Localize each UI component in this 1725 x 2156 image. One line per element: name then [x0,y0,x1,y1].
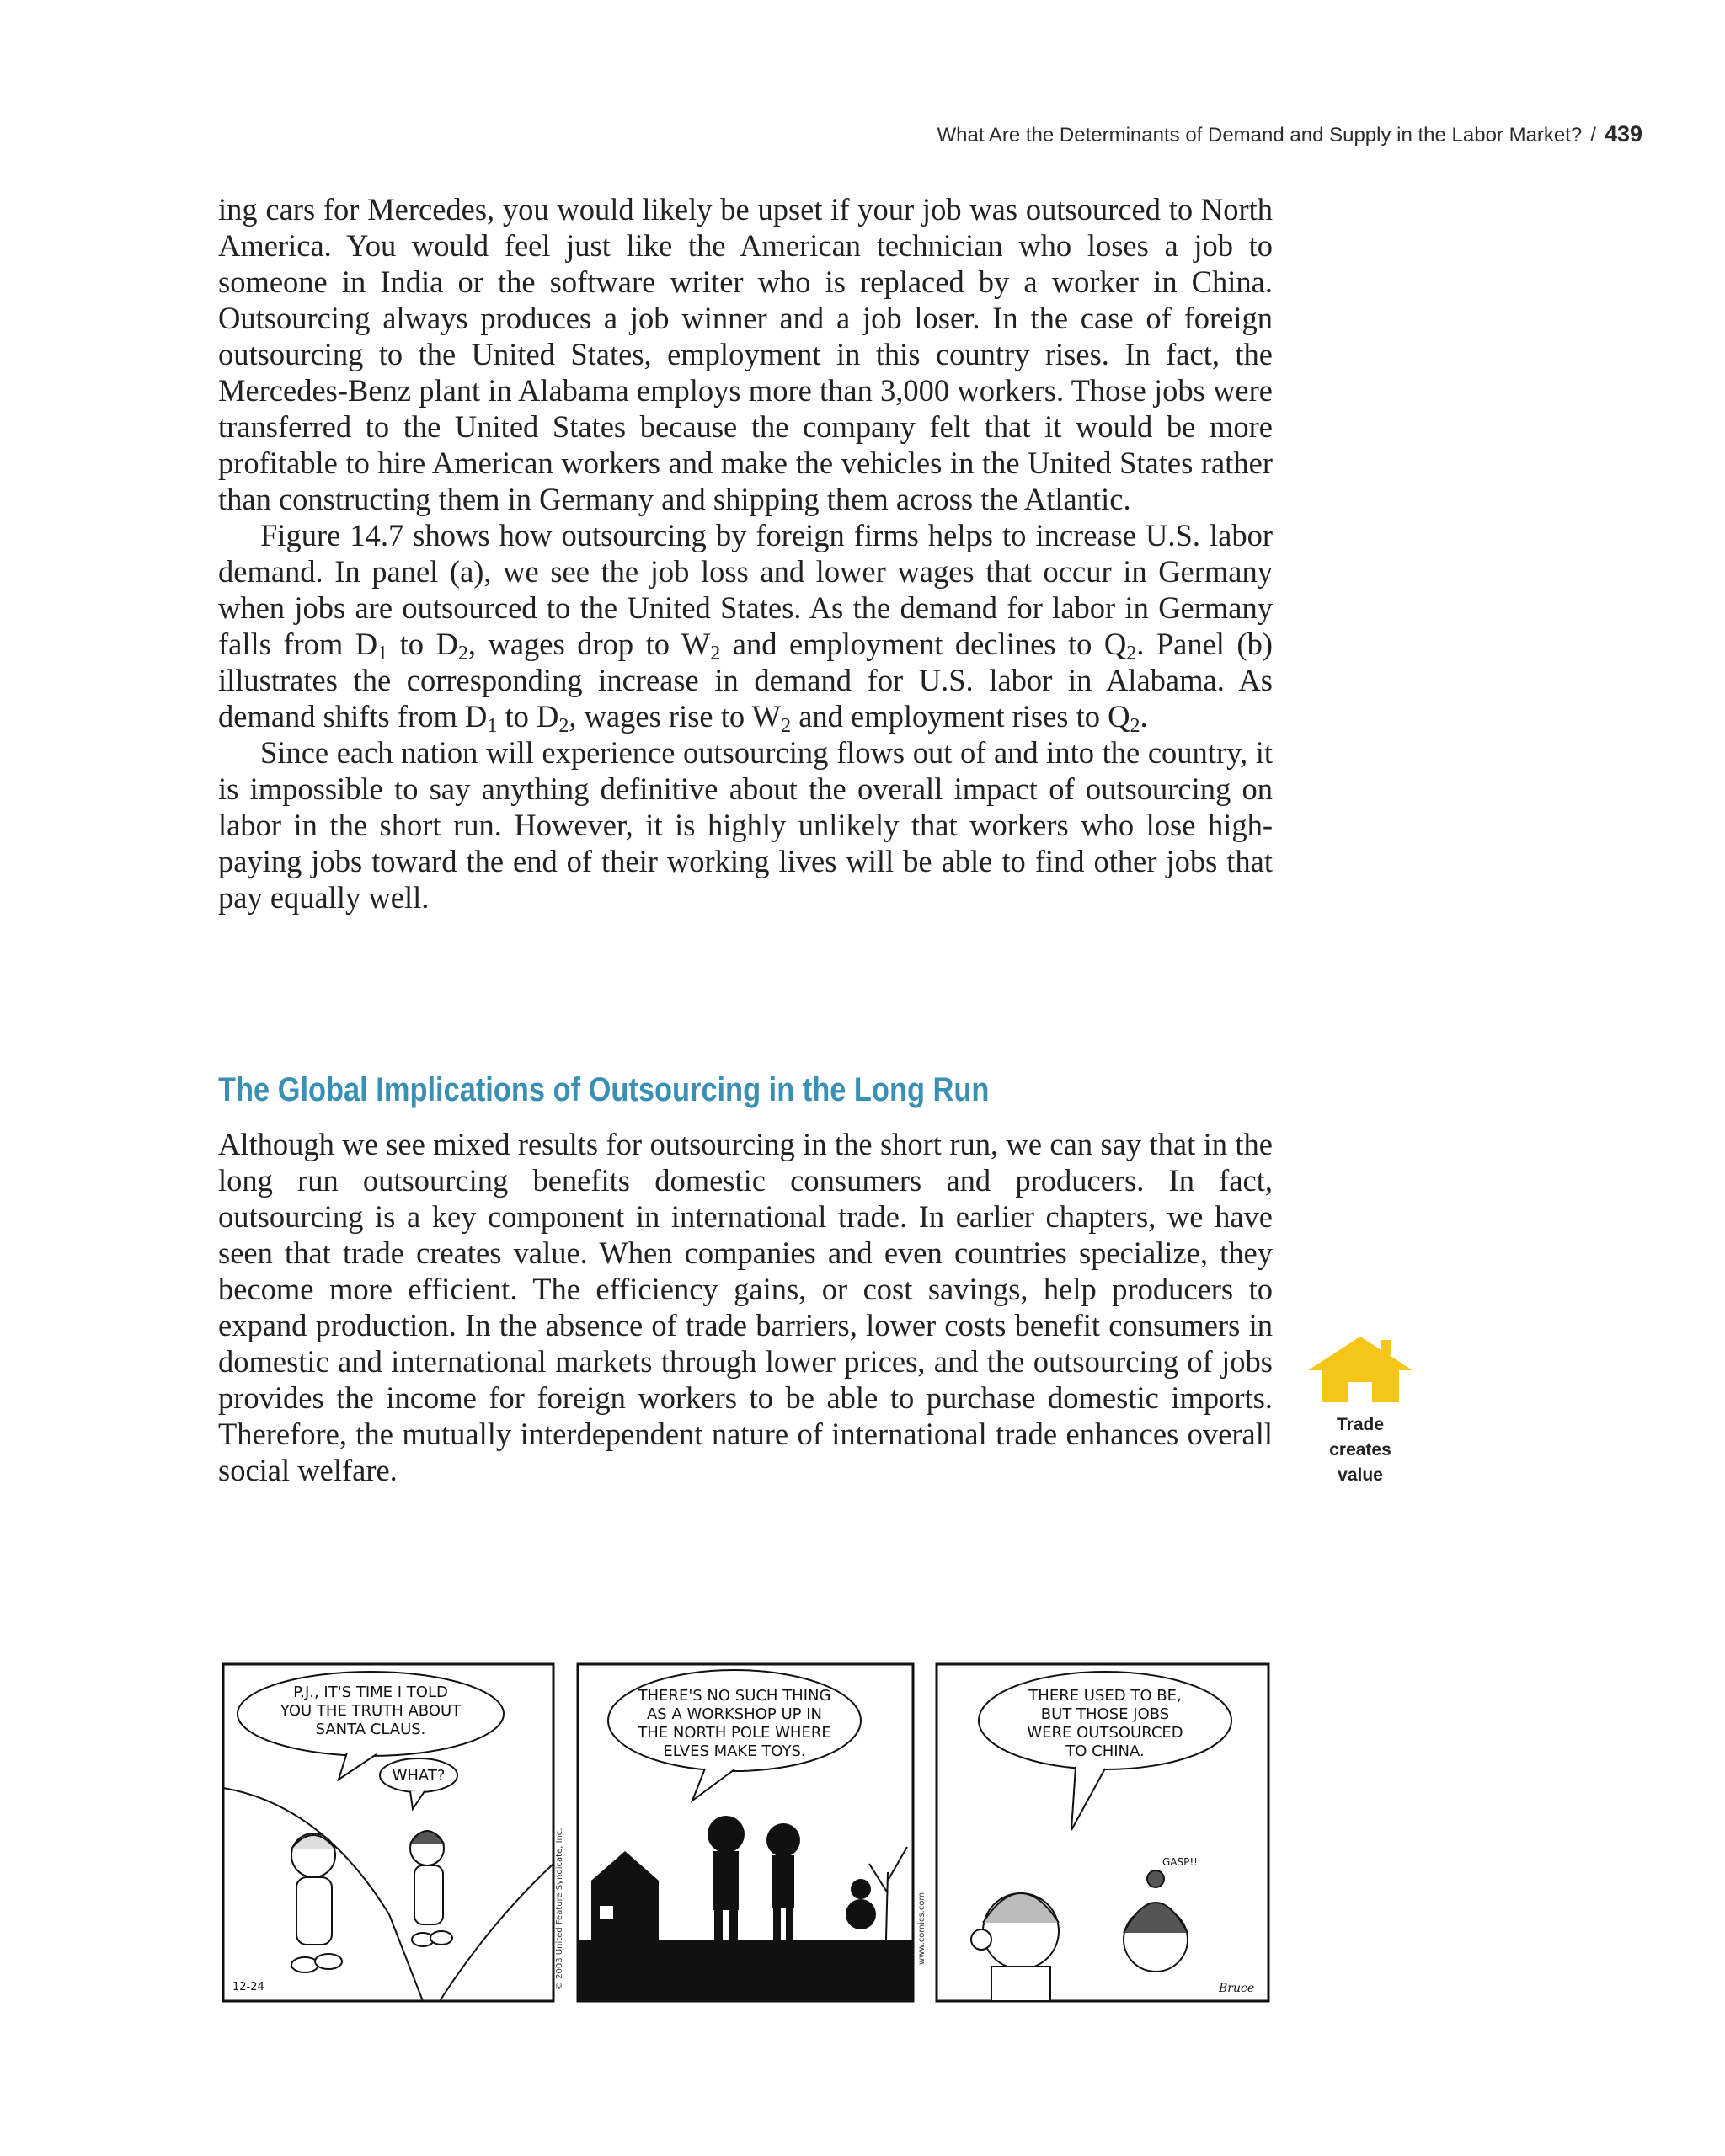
paragraph-2 [218,517,1273,737]
comic-sound-effect: GASP!! [1162,1856,1198,1868]
comic-website: www.comics.com [917,1892,927,1965]
bubble-line: SANTA CLAUS. [315,1721,426,1738]
text-run: . Panel (b) illustrates the corresponding increase in demand for U.S. labor in Alabama. As demand shifts from D [218,627,1273,734]
margin-note-label: Trade creates value [1329,1415,1391,1485]
text-run: Figure 14.7 shows how outsourcing by foreign firms helps to increase U.S. labor demand. In panel (a), we see the job loss and lower wages that occur in Germany when jobs are outsourced to the United States. As the demand for labor in Germany falls from D [218,518,1273,661]
subscript: 2 [1126,643,1137,664]
text-run: , wages drop to W [467,627,711,661]
text-run: and employment declines to Q [720,627,1127,661]
running-head [937,121,1642,147]
bubble-line: TO CHINA. [1065,1742,1145,1760]
paragraph-1: ing cars for Mercedes, you would likely be upset if your job was outsourced to North America. You would feel just like the American technician who loses a job to someone in India or the software writer who is replaced by a worker in China. Outsourcing always produces a job winner and a job loser. In the case of foreign outsourcing to the United States, employment in this country rises. In fact, the Mercedes-Benz plant in Alabama employs more than 3,000 workers. Those jobs were transferred to the United States because the company felt that it would be more profitable to hire American workers and make the vehicles in the United States rather than constructing them in Germany and shipping them across the Atlantic. [218,192,1273,516]
section-paragraph: Although we see mixed results for outsourcing in the short run, we can say that in the long run outsourcing benefits domestic consumers and producers. In fact, outsourcing is a key component in international trade. In earlier chapters, we have seen that trade creates value. When companies and even countries specialize, they become more efficient. The efficiency gains, or cost savings, help producers to expand production. In the absence of trade barriers, lower costs benefit consumers in domestic and international markets through lower prices, and the outsourcing of jobs provides the income for foreign workers to be able to purchase domestic imports. Therefore, the mutually interdependent nature of international trade enhances overall social welfare. [218,1127,1273,1487]
bubble-line: BUT THOSE JOBS [1040,1705,1170,1723]
running-head-title: What Are the Determinants of Demand and Supply in the Labor Market? [937,124,1583,147]
page-number: 439 [1604,121,1642,147]
margin-note [1306,1335,1415,1488]
comic-strip-art [221,1662,1271,2005]
bubble-line: THERE'S NO SUCH THING [638,1687,831,1705]
panel-2-bubble-text [637,1687,830,1760]
text-run: to D [387,627,458,661]
subscript: 1 [487,715,498,737]
paragraph-3: Since each nation will experience outsourcing flows out of and into the country, it is impossible to say anything definitive about the overall impact of outsourcing on labor in the short run. However, it is highly unlikely that workers who lose high-paying jobs toward the end of their working lives will be able to find other jobs that pay equally well. [218,735,1273,915]
house-icon [1308,1335,1413,1404]
running-head-separator: / [1590,124,1596,147]
bubble-line: AS A WORKSHOP UP IN [646,1705,823,1723]
subscript: 2 [457,643,468,664]
subscript: 2 [558,715,569,737]
comic-signature: Bruce [1219,1982,1255,1995]
bubble-line: WERE OUTSOURCED [1027,1724,1183,1742]
bubble-line: P.J., IT'S TIME I TOLD [293,1684,448,1701]
text-run: and employment rises to Q [791,699,1130,734]
comic-date: 12-24 [232,1981,264,1993]
bubble-line: THERE USED TO BE, [1028,1687,1182,1705]
text-run: to D [497,699,559,734]
text-run: . [1140,699,1148,734]
comic-panel-1 [223,1664,553,2001]
bubble-line: THE NORTH POLE WHERE [638,1724,831,1742]
body-text [218,191,1273,915]
subscript: 2 [710,643,721,664]
bubble-line: WHAT? [392,1767,446,1785]
subscript: 1 [377,643,388,664]
bubble-line: ELVES MAKE TOYS. [663,1742,806,1760]
comic-panel-2 [578,1664,913,2001]
subscript: 2 [1130,715,1140,737]
comic-copyright: © 2003 United Feature Syndicate, Inc. [555,1828,564,1990]
text-run: , wages rise to W [569,699,782,734]
comic-strip [221,1662,1271,2005]
section-heading: The Global Implications of Outsourcing in the Long Run [218,1071,990,1108]
comic-panel-3 [937,1664,1268,2001]
subscript: 2 [781,715,792,737]
bubble-line: YOU THE TRUTH ABOUT [280,1702,462,1720]
